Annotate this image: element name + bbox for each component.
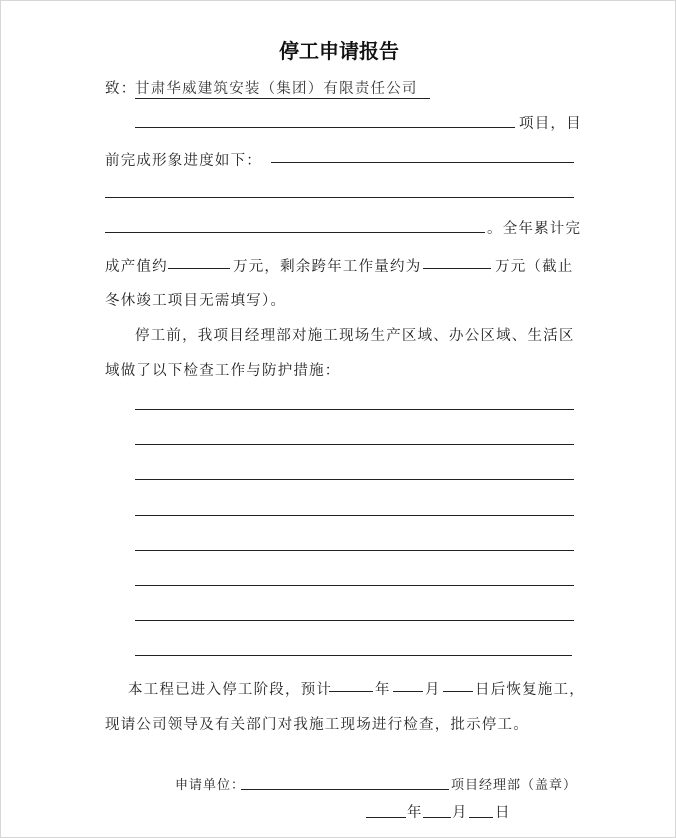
resume-text: 日后恢复施工， [475, 682, 585, 698]
remaining-text: 万元，剩余跨年工作量约为 [233, 259, 422, 275]
inspection-para-line2: 域做了以下检查工作与防护措施： [105, 363, 341, 379]
sign-day-blank[interactable] [469, 817, 493, 818]
sign-month-label: 月 [452, 805, 468, 821]
measure-line-4[interactable] [135, 515, 574, 516]
resume-month-label: 月 [425, 682, 441, 698]
resume-day-blank[interactable] [443, 691, 473, 692]
sign-year-label: 年 [407, 805, 423, 821]
remaining-value-blank[interactable] [423, 268, 491, 269]
document-title: 停工申请报告 [279, 39, 399, 63]
sign-year-blank[interactable] [366, 817, 406, 818]
measure-line-6[interactable] [135, 585, 574, 586]
stamp-label: 项目经理部（盖章） [451, 778, 578, 793]
measure-line-2[interactable] [135, 444, 574, 445]
measure-line-8[interactable] [135, 655, 572, 656]
output-value-blank[interactable] [168, 268, 230, 269]
project-suffix: 项目，目 [519, 116, 582, 132]
inspection-para-line1: 停工前，我项目经理部对施工现场生产区域、办公区域、生活区 [135, 328, 575, 344]
to-label: 致： [105, 81, 137, 97]
resume-month-blank[interactable] [393, 691, 423, 692]
recipient-company: 甘肃华威建筑安装（集团）有限责任公司 [135, 77, 430, 99]
project-name-blank[interactable] [135, 127, 515, 128]
measure-line-3[interactable] [135, 479, 574, 480]
annual-total-text: 。全年累计完 [487, 221, 582, 237]
measure-line-5[interactable] [135, 550, 574, 551]
progress-prefix: 前完成形象进度如下： [105, 153, 262, 169]
sign-month-blank[interactable] [423, 817, 451, 818]
sign-day-label: 日 [495, 805, 511, 821]
output-prefix: 成产值约 [105, 259, 168, 275]
applicant-blank[interactable] [241, 789, 449, 790]
measure-line-1[interactable] [135, 409, 574, 410]
cutoff-text: 万元（截止 [495, 259, 574, 275]
progress-blank-3[interactable] [105, 232, 485, 233]
applicant-label: 申请单位： [175, 778, 246, 793]
progress-blank-2[interactable] [105, 197, 574, 198]
measure-line-7[interactable] [135, 620, 574, 621]
resume-year-label: 年 [375, 682, 391, 698]
stop-para-line2: 现请公司领导及有关部门对我施工现场进行检查，批示停工。 [105, 717, 529, 733]
stop-para-prefix: 本工程已进入停工阶段，预计 [128, 682, 333, 698]
resume-year-blank[interactable] [329, 691, 373, 692]
progress-blank-1[interactable] [271, 162, 574, 163]
winter-note: 冬休竣工项目无需填写）。 [105, 293, 287, 309]
